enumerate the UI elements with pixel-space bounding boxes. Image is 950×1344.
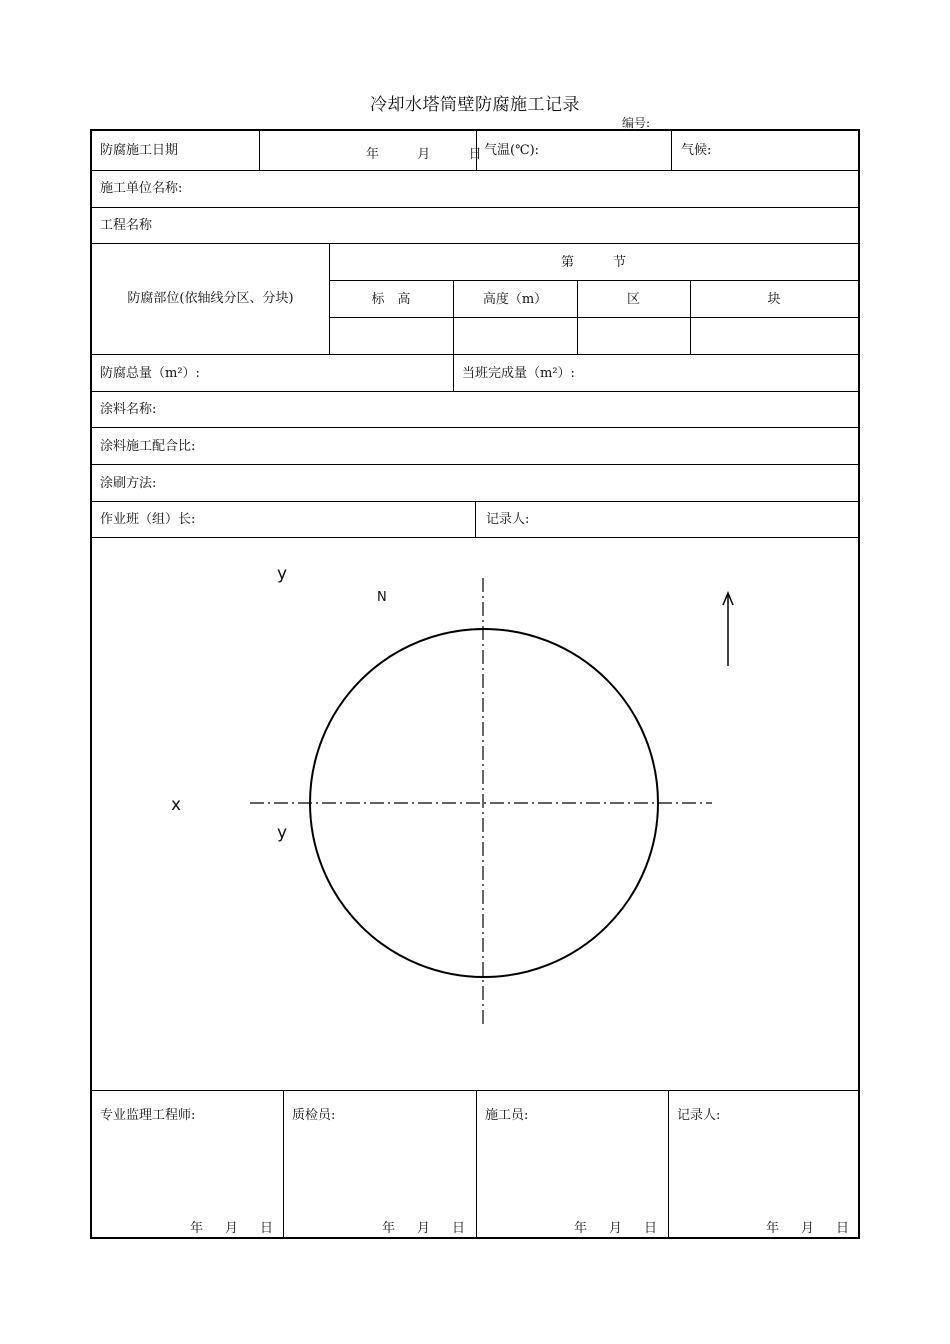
col-divider <box>453 354 454 391</box>
row-divider <box>92 354 858 355</box>
month-label: 月 <box>417 1221 431 1236</box>
page-title: 冷却水塔筒壁防腐施工记录 <box>370 95 580 115</box>
weather-field[interactable]: 气候: <box>681 143 712 158</box>
north-label: N <box>377 590 387 605</box>
row-divider <box>92 170 858 171</box>
recorder-field[interactable]: 记录人: <box>486 512 530 527</box>
month-label: 月 <box>417 147 431 162</box>
contractor-field[interactable]: 施工单位名称: <box>100 181 183 196</box>
supervisor-signature-label: 专业监理工程师: <box>100 1108 196 1123</box>
date-value[interactable] <box>366 143 482 162</box>
y-axis-top-label: y <box>277 564 288 584</box>
tower-plan-diagram <box>92 538 858 1090</box>
row-divider <box>92 427 858 428</box>
block-header: 块 <box>767 292 781 307</box>
year-label: 年 <box>366 147 380 162</box>
total-area-field[interactable]: 防腐总量（m²）: <box>100 366 200 381</box>
month-label: 月 <box>801 1221 815 1236</box>
day-label: 日 <box>468 147 482 162</box>
month-label: 月 <box>225 1221 239 1236</box>
year-label: 年 <box>190 1221 204 1236</box>
row-divider <box>92 464 858 465</box>
project-name-field[interactable]: 工程名称 <box>100 218 153 233</box>
y-axis-bottom-label: y <box>277 823 288 843</box>
col-divider <box>476 1090 477 1237</box>
day-label: 日 <box>644 1221 658 1236</box>
x-axis-label: x <box>171 795 182 815</box>
col-divider <box>259 131 260 170</box>
record-form <box>90 129 860 1239</box>
year-label: 年 <box>574 1221 588 1236</box>
elevation-header: 标 高 <box>371 292 411 307</box>
shift-area-field[interactable]: 当班完成量（m²）: <box>462 366 575 381</box>
coating-name-field[interactable]: 涂料名称: <box>100 402 157 417</box>
col-divider <box>671 131 672 170</box>
row-divider <box>329 317 858 318</box>
day-label: 日 <box>836 1221 850 1236</box>
section-label: 第 节 <box>560 255 626 270</box>
height-header: 高度（m） <box>482 292 548 307</box>
location-label: 防腐部位(依轴线分区、分块) <box>127 291 294 306</box>
row-divider <box>329 280 858 281</box>
recorder-signature-label: 记录人: <box>677 1108 721 1123</box>
builder-signature-date[interactable] <box>574 1217 657 1236</box>
month-label: 月 <box>609 1221 623 1236</box>
inspector-signature-date[interactable] <box>382 1217 465 1236</box>
inspector-signature-label: 质检员: <box>292 1108 336 1123</box>
temperature-field[interactable]: 气温(℃): <box>484 143 540 158</box>
col-divider <box>475 501 476 537</box>
serial-number-label: 编号: <box>622 116 651 130</box>
recorder-signature-date[interactable] <box>766 1217 849 1236</box>
builder-signature-label: 施工员: <box>485 1108 529 1123</box>
year-label: 年 <box>766 1221 780 1236</box>
row-divider <box>92 243 858 244</box>
col-divider <box>668 1090 669 1237</box>
brush-method-field[interactable]: 涂刷方法: <box>100 476 157 491</box>
supervisor-signature-date[interactable] <box>190 1217 273 1236</box>
row-divider <box>92 1090 858 1091</box>
col-divider <box>283 1090 284 1237</box>
row-divider <box>92 207 858 208</box>
day-label: 日 <box>452 1221 466 1236</box>
year-label: 年 <box>382 1221 396 1236</box>
row-divider <box>92 391 858 392</box>
date-label: 防腐施工日期 <box>100 143 179 158</box>
team-leader-field[interactable]: 作业班（组）长: <box>100 512 196 527</box>
day-label: 日 <box>260 1221 274 1236</box>
coating-ratio-field[interactable]: 涂料施工配合比: <box>100 439 196 454</box>
zone-header: 区 <box>626 292 640 307</box>
